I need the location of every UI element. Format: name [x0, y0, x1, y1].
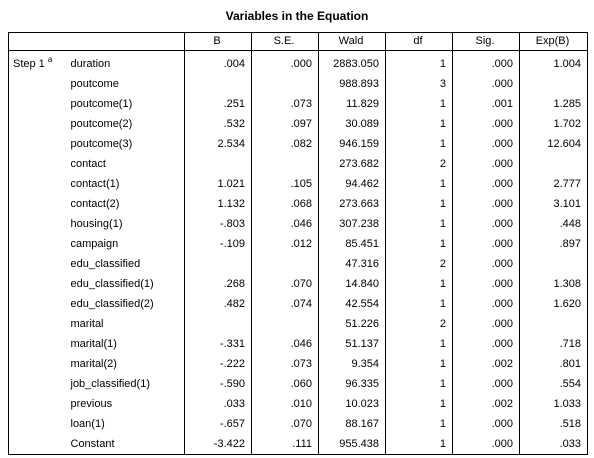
df-cell: 1: [386, 394, 453, 414]
df-cell: 1: [386, 354, 453, 374]
sig-cell: .001: [453, 94, 520, 114]
table-row: [9, 434, 588, 455]
wald-cell: 946.159: [319, 134, 386, 154]
header-row: [9, 33, 588, 51]
variable-name-cell: marital(1): [67, 334, 185, 354]
sig-cell: .000: [453, 414, 520, 434]
variable-name-cell: edu_classified: [67, 254, 185, 274]
header-se: S.E.: [252, 33, 319, 51]
se-cell: .000: [252, 51, 319, 75]
step-cell: [9, 51, 67, 75]
variable-name-cell: edu_classified(1): [67, 274, 185, 294]
expb-cell: .033: [520, 434, 588, 455]
expb-cell: 1.285: [520, 94, 588, 114]
expb-cell: .801: [520, 354, 588, 374]
wald-cell: 11.829: [319, 94, 386, 114]
wald-cell: 42.554: [319, 294, 386, 314]
expb-cell: 1.308: [520, 274, 588, 294]
df-cell: 1: [386, 274, 453, 294]
b-cell: .268: [185, 274, 252, 294]
b-cell: -.222: [185, 354, 252, 374]
step-cell: [9, 154, 67, 174]
sig-cell: .000: [453, 194, 520, 214]
table-row: [9, 354, 588, 374]
se-cell: .070: [252, 414, 319, 434]
df-cell: 1: [386, 94, 453, 114]
b-cell: 2.534: [185, 134, 252, 154]
header-wald: Wald: [319, 33, 386, 51]
df-cell: 2: [386, 254, 453, 274]
df-cell: 1: [386, 134, 453, 154]
variable-name-cell: contact: [67, 154, 185, 174]
b-cell: .532: [185, 114, 252, 134]
wald-cell: 988.893: [319, 74, 386, 94]
sig-cell: .000: [453, 434, 520, 455]
se-cell: .070: [252, 274, 319, 294]
sig-cell: .000: [453, 154, 520, 174]
b-cell: -.803: [185, 214, 252, 234]
se-cell: .082: [252, 134, 319, 154]
variable-name-cell: poutcome(1): [67, 94, 185, 114]
se-cell: .046: [252, 334, 319, 354]
step-cell: [9, 334, 67, 354]
b-cell: [185, 314, 252, 334]
step-cell: [9, 234, 67, 254]
sig-cell: .000: [453, 74, 520, 94]
variable-name-cell: poutcome(2): [67, 114, 185, 134]
table-row: [9, 154, 588, 174]
wald-cell: 96.335: [319, 374, 386, 394]
table-row: [9, 254, 588, 274]
variable-name-cell: loan(1): [67, 414, 185, 434]
se-cell: .105: [252, 174, 319, 194]
variable-name-cell: contact(1): [67, 174, 185, 194]
expb-cell: .554: [520, 374, 588, 394]
table-row: [9, 294, 588, 314]
variable-name-cell: poutcome(3): [67, 134, 185, 154]
step-footnote-marker: a: [47, 55, 53, 64]
wald-cell: 51.226: [319, 314, 386, 334]
step-cell: [9, 134, 67, 154]
wald-cell: 30.089: [319, 114, 386, 134]
df-cell: 1: [386, 51, 453, 75]
wald-cell: 51.137: [319, 334, 386, 354]
header-b: B: [185, 33, 252, 51]
step-label: Step 1: [13, 58, 45, 70]
table-row: [9, 74, 588, 94]
table-row: [9, 374, 588, 394]
sig-cell: .002: [453, 394, 520, 414]
b-cell: [185, 74, 252, 94]
table-body: [9, 51, 588, 455]
sig-cell: .000: [453, 314, 520, 334]
step-cell: [9, 174, 67, 194]
wald-cell: 273.663: [319, 194, 386, 214]
expb-cell: 1.033: [520, 394, 588, 414]
se-cell: [252, 74, 319, 94]
sig-cell: .000: [453, 134, 520, 154]
expb-cell: 3.101: [520, 194, 588, 214]
header-expb: Exp(B): [520, 33, 588, 51]
sig-cell: .002: [453, 354, 520, 374]
variable-name-cell: duration: [67, 51, 185, 75]
expb-cell: 1.702: [520, 114, 588, 134]
expb-cell: [520, 314, 588, 334]
wald-cell: 9.354: [319, 354, 386, 374]
b-cell: -.109: [185, 234, 252, 254]
df-cell: 1: [386, 334, 453, 354]
table-row: [9, 174, 588, 194]
expb-cell: .897: [520, 234, 588, 254]
variable-name-cell: Constant: [67, 434, 185, 455]
table-row: [9, 234, 588, 254]
se-cell: [252, 314, 319, 334]
se-cell: .046: [252, 214, 319, 234]
table-row: [9, 274, 588, 294]
se-cell: .010: [252, 394, 319, 414]
table-row: [9, 94, 588, 114]
b-cell: [185, 154, 252, 174]
b-cell: .004: [185, 51, 252, 75]
se-cell: .073: [252, 94, 319, 114]
b-cell: .251: [185, 94, 252, 114]
sig-cell: .000: [453, 254, 520, 274]
sig-cell: .000: [453, 334, 520, 354]
step-cell: [9, 414, 67, 434]
se-cell: .074: [252, 294, 319, 314]
header-blank-cell: [9, 33, 185, 51]
variable-name-cell: campaign: [67, 234, 185, 254]
table-row: [9, 114, 588, 134]
expb-cell: [520, 74, 588, 94]
table-row: [9, 134, 588, 154]
b-cell: .482: [185, 294, 252, 314]
wald-cell: 94.462: [319, 174, 386, 194]
expb-cell: [520, 154, 588, 174]
sig-cell: .000: [453, 114, 520, 134]
b-cell: 1.021: [185, 174, 252, 194]
step-cell: [9, 314, 67, 334]
se-cell: [252, 254, 319, 274]
step-cell: [9, 94, 67, 114]
step-cell: [9, 214, 67, 234]
wald-cell: 14.840: [319, 274, 386, 294]
step-cell: [9, 354, 67, 374]
header-df: df: [386, 33, 453, 51]
table-row: [9, 394, 588, 414]
expb-cell: 2.777: [520, 174, 588, 194]
se-cell: .068: [252, 194, 319, 214]
table-title: Variables in the Equation: [225, 9, 369, 23]
variable-name-cell: edu_classified(2): [67, 294, 185, 314]
variables-table: [8, 32, 588, 455]
sig-cell: .000: [453, 174, 520, 194]
df-cell: 1: [386, 414, 453, 434]
se-cell: .060: [252, 374, 319, 394]
df-cell: 1: [386, 214, 453, 234]
se-cell: .111: [252, 434, 319, 455]
step-cell: [9, 294, 67, 314]
sig-cell: .000: [453, 214, 520, 234]
b-cell: -3.422: [185, 434, 252, 455]
expb-cell: 1.620: [520, 294, 588, 314]
expb-cell: 12.604: [520, 134, 588, 154]
sig-cell: .000: [453, 51, 520, 75]
b-cell: 1.132: [185, 194, 252, 214]
df-cell: 3: [386, 74, 453, 94]
wald-cell: 2883.050: [319, 51, 386, 75]
df-cell: 1: [386, 194, 453, 214]
expb-cell: .448: [520, 214, 588, 234]
variable-name-cell: previous: [67, 394, 185, 414]
wald-cell: 85.451: [319, 234, 386, 254]
se-cell: [252, 154, 319, 174]
step-cell: [9, 74, 67, 94]
sig-cell: .000: [453, 374, 520, 394]
df-cell: 1: [386, 374, 453, 394]
variable-name-cell: marital: [67, 314, 185, 334]
df-cell: 1: [386, 174, 453, 194]
variable-name-cell: poutcome: [67, 74, 185, 94]
table-row: [9, 194, 588, 214]
wald-cell: 307.238: [319, 214, 386, 234]
wald-cell: 10.023: [319, 394, 386, 414]
se-cell: .097: [252, 114, 319, 134]
header-sig: Sig.: [453, 33, 520, 51]
wald-cell: 47.316: [319, 254, 386, 274]
wald-cell: 273.682: [319, 154, 386, 174]
table-row: [9, 334, 588, 354]
b-cell: [185, 254, 252, 274]
variable-name-cell: contact(2): [67, 194, 185, 214]
variable-name-cell: job_classified(1): [67, 374, 185, 394]
df-cell: 2: [386, 154, 453, 174]
se-cell: .012: [252, 234, 319, 254]
step-cell: [9, 274, 67, 294]
expb-cell: .718: [520, 334, 588, 354]
se-cell: .073: [252, 354, 319, 374]
df-cell: 2: [386, 314, 453, 334]
table-row: [9, 314, 588, 334]
variable-name-cell: marital(2): [67, 354, 185, 374]
step-cell: [9, 194, 67, 214]
sig-cell: .000: [453, 234, 520, 254]
step-cell: [9, 374, 67, 394]
sig-cell: .000: [453, 274, 520, 294]
variable-name-cell: housing(1): [67, 214, 185, 234]
expb-cell: 1.004: [520, 51, 588, 75]
step-cell: [9, 114, 67, 134]
df-cell: 1: [386, 234, 453, 254]
b-cell: -.590: [185, 374, 252, 394]
step-cell: [9, 434, 67, 455]
sig-cell: .000: [453, 294, 520, 314]
b-cell: -.331: [185, 334, 252, 354]
table-row: [9, 51, 588, 75]
wald-cell: 955.438: [319, 434, 386, 455]
step-cell: [9, 394, 67, 414]
df-cell: 1: [386, 294, 453, 314]
df-cell: 1: [386, 434, 453, 455]
step-cell: [9, 254, 67, 274]
expb-cell: [520, 254, 588, 274]
table-row: [9, 214, 588, 234]
expb-cell: .518: [520, 414, 588, 434]
df-cell: 1: [386, 114, 453, 134]
table-row: [9, 414, 588, 434]
wald-cell: 88.167: [319, 414, 386, 434]
b-cell: .033: [185, 394, 252, 414]
b-cell: -.657: [185, 414, 252, 434]
